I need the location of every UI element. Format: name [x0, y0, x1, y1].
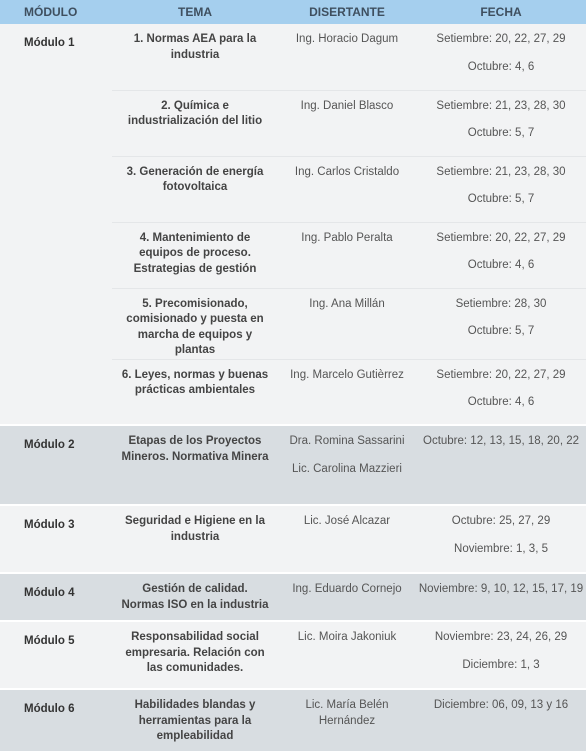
disertante-cell	[278, 288, 416, 359]
fecha-line: Setiembre: 20, 22, 27, 29	[436, 33, 566, 45]
disertante-name: Dra. Romina Sassarini	[289, 435, 405, 447]
disertante-cell	[278, 222, 416, 288]
header-disertante: DISERTANTE	[278, 0, 416, 24]
disertante-name: Ing. Eduardo Cornejo	[292, 583, 402, 595]
fecha-cell	[416, 425, 586, 505]
tema-cell: Habilidades blandas y herramientas para la empleabilidad	[112, 689, 278, 751]
tema-cell: 5. Precomisionado, comisionado y puesta en marcha de equipos y plantas	[112, 288, 278, 359]
disertante-name: Ing. Pablo Peralta	[301, 231, 393, 244]
fecha-line: Setiembre: 28, 30	[455, 297, 547, 310]
fecha-line: Setiembre: 20, 22, 27, 29	[436, 231, 566, 244]
fecha-line: Noviembre: 23, 24, 26, 29	[434, 631, 568, 643]
fecha-cell	[416, 288, 586, 359]
table-row	[0, 425, 586, 505]
fecha-cell	[416, 689, 586, 751]
fecha-line: Noviembre: 1, 3, 5	[454, 542, 548, 555]
fecha-cell	[416, 24, 586, 90]
table-row	[0, 505, 586, 573]
fecha-line: Diciembre: 1, 3	[462, 658, 540, 671]
header-fecha: FECHA	[416, 0, 586, 24]
fecha-line: Octubre: 5, 7	[467, 127, 535, 139]
fecha-line: Octubre: 12, 13, 15, 18, 20, 22	[423, 435, 579, 447]
disertante-name: Ing. Ana Millán	[309, 297, 385, 310]
disertante-name: Ing. Horacio Dagum	[295, 33, 399, 45]
tema-cell: 2. Química e industrialización del litio	[112, 90, 278, 156]
fecha-line: Diciembre: 06, 09, 13 y 16	[433, 699, 569, 711]
disertante-cell	[278, 425, 416, 505]
fecha-line: Noviembre: 9, 10, 12, 15, 17, 19	[418, 583, 584, 595]
modulo-cell: Módulo 4	[0, 573, 112, 621]
tema-cell: 6. Leyes, normas y buenas prácticas ambientales	[112, 359, 278, 425]
fecha-cell	[416, 505, 586, 573]
fecha-line: Setiembre: 20, 22, 27, 29	[436, 368, 566, 381]
disertante-name: Ing. Carlos Cristaldo	[294, 165, 400, 178]
disertante-cell	[278, 573, 416, 621]
table-row	[0, 689, 586, 751]
table-body	[0, 24, 586, 751]
fecha-line: Octubre: 4, 6	[467, 259, 535, 271]
fecha-cell	[416, 359, 586, 425]
disertante-name: Ing. Marcelo Gutièrrez	[290, 368, 404, 381]
modulo-cell: Módulo 5	[0, 621, 112, 689]
modulo-cell: Módulo 6	[0, 689, 112, 751]
tema-cell: 4. Mantenimiento de equipos de proceso. Estrategias de gestión	[112, 222, 278, 288]
table-row	[0, 573, 586, 621]
disertante-cell	[278, 621, 416, 689]
fecha-cell	[416, 621, 586, 689]
tema-cell: Responsabilidad social empresaria. Relación con las comunidades.	[112, 621, 278, 689]
disertante-cell	[278, 505, 416, 573]
fecha-line: Setiembre: 21, 23, 28, 30	[436, 165, 566, 178]
disertante-name: Lic. Moira Jakoniuk	[297, 631, 397, 643]
disertante-cell	[278, 689, 416, 751]
fecha-line: Octubre: 5, 7	[467, 325, 535, 337]
tema-cell: Gestión de calidad. Normas ISO en la industria	[112, 573, 278, 621]
modulo-cell: Módulo 1	[0, 24, 112, 425]
fecha-line: Octubre: 25, 27, 29	[451, 515, 551, 527]
fecha-cell	[416, 90, 586, 156]
table-header-row	[0, 0, 586, 24]
disertante-name: Lic. José Alcazar	[303, 515, 391, 527]
fecha-line: Octubre: 4, 6	[467, 396, 535, 408]
fecha-cell	[416, 573, 586, 621]
disertante-name: Ing. Daniel Blasco	[300, 99, 394, 112]
disertante-cell	[278, 24, 416, 90]
disertante-cell	[278, 156, 416, 222]
fecha-line: Octubre: 5, 7	[467, 193, 535, 205]
disertante-cell	[278, 90, 416, 156]
table-row	[0, 24, 586, 90]
disertante-name: Lic. Carolina Mazzieri	[292, 462, 402, 475]
header-tema: TEMA	[112, 0, 278, 24]
tema-cell: 1. Normas AEA para la industria	[112, 24, 278, 90]
modulo-cell: Módulo 3	[0, 505, 112, 573]
fecha-line: Octubre: 4, 6	[467, 60, 535, 73]
fecha-cell	[416, 222, 586, 288]
table-row	[0, 621, 586, 689]
tema-cell: Etapas de los Proyectos Mineros. Normativa Minera	[112, 425, 278, 505]
modulo-cell: Módulo 2	[0, 425, 112, 505]
tema-cell: Seguridad e Higiene en la industria	[112, 505, 278, 573]
tema-cell: 3. Generación de energía fotovoltaica	[112, 156, 278, 222]
fecha-cell	[416, 156, 586, 222]
disertante-name: Lic. María Belén Hernández	[305, 699, 389, 727]
fecha-line: Setiembre: 21, 23, 28, 30	[436, 99, 566, 112]
disertante-cell	[278, 359, 416, 425]
header-modulo: MÓDULO	[0, 0, 112, 24]
